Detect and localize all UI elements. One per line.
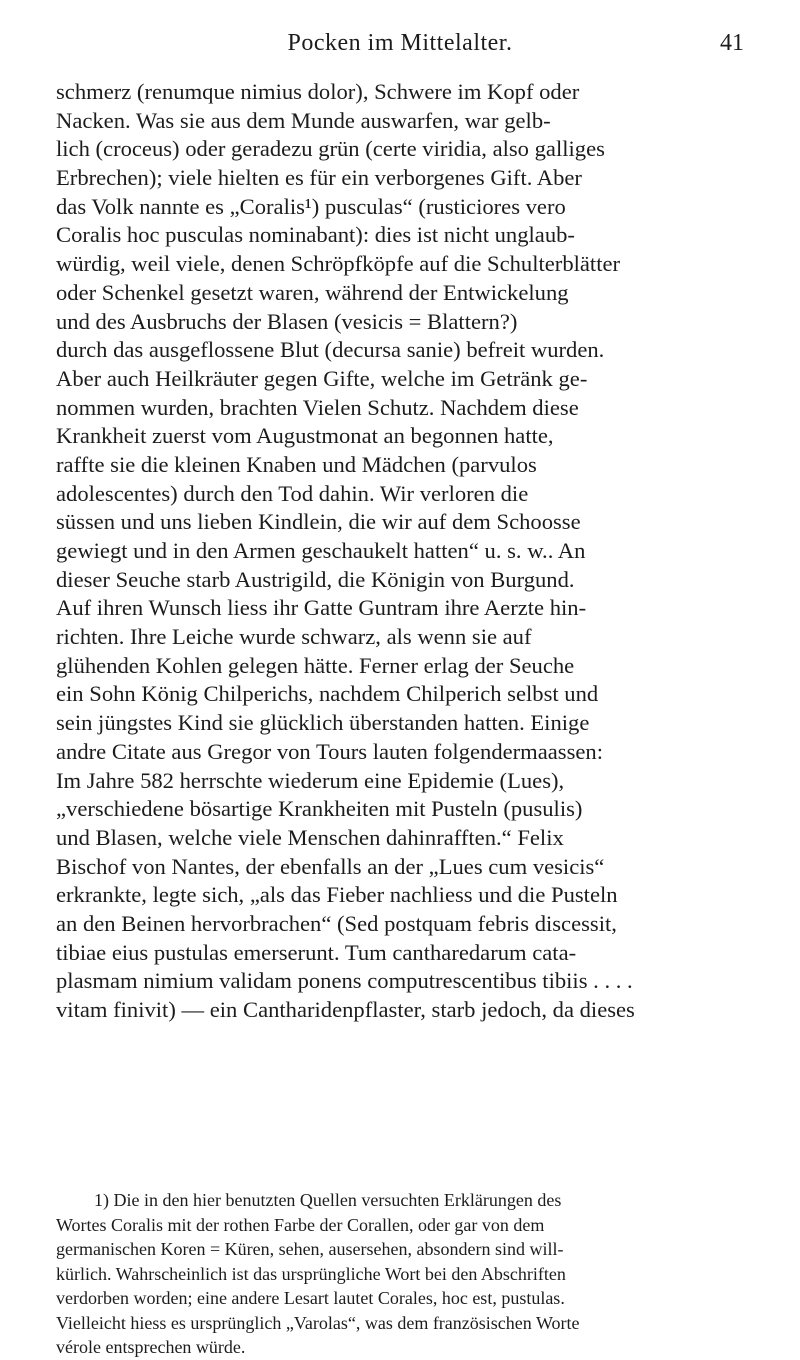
footnote-line: kürlich. Wahrscheinlich ist das ursprüngliche Wort bei den Abschriften	[56, 1263, 566, 1284]
text-line: dieser Seuche starb Austrigild, die Königin von Burgund.	[56, 566, 575, 592]
footnote-line: verdorben worden; eine andere Lesart lautet Corales, hoc est, pustulas.	[56, 1288, 565, 1308]
text-line: richten. Ihre Leiche wurde schwarz, als wenn sie auf	[56, 624, 532, 650]
text-line: Coralis hoc pusculas nominabant): dies ist nicht unglaub-	[56, 222, 575, 248]
text-line: ein Sohn König Chilperichs, nachdem Chilperich selbst und	[56, 681, 599, 707]
text-line: und des Ausbruchs der Blasen (vesicis = Blattern?)	[56, 308, 518, 334]
text-line: durch das ausgeflossene Blut (decursa sanie) befreit wurden.	[56, 337, 605, 363]
footnote-line: Vielleicht hiess es ursprünglich „Varolas“, was dem französischen Worte	[56, 1312, 580, 1333]
text-line: süssen und uns lieben Kindlein, die wir auf dem Schoosse	[56, 509, 581, 535]
text-line: Krankheit zuerst vom Augustmonat an begonnen hatte,	[56, 423, 554, 449]
text-line: schmerz (renumque nimius dolor), Schwere im Kopf oder	[56, 79, 580, 104]
text-line: Aber auch Heilkräuter gegen Gifte, welche im Getränk ge-	[56, 365, 588, 391]
text-line: Nacken. Was sie aus dem Munde auswarfen, war gelb-	[56, 107, 551, 133]
page-header	[56, 24, 744, 60]
text-line: andre Citate aus Gregor von Tours lauten folgendermaassen:	[56, 738, 603, 764]
text-line: lich (croceus) oder geradezu grün (certe viridia, also galliges	[56, 136, 605, 162]
text-line: nommen wurden, brachten Vielen Schutz. Nachdem diese	[56, 394, 579, 420]
footnote-line: germanischen Koren = Küren, sehen, ausersehen, absondern sind will-	[56, 1239, 564, 1259]
body-text	[56, 78, 744, 1025]
footnote	[56, 1188, 744, 1360]
footnote-line: 1) Die in den hier benutzten Quellen versuchten Erklärungen des	[94, 1190, 562, 1210]
text-line: erkrankte, legte sich, „als das Fieber nachliess und die Pusteln	[56, 882, 618, 908]
text-line: plasmam nimium validam ponens computrescentibus tibiis . . . .	[56, 968, 633, 994]
text-line: sein jüngstes Kind sie glücklich überstanden hatten. Einige	[56, 710, 590, 736]
text-line: an den Beinen hervorbrachen“ (Sed postquam febris discessit,	[56, 910, 617, 936]
text-line: vitam finivit) — ein Cantharidenpflaster, starb jedoch, da dieses	[56, 997, 635, 1022]
text-line: würdig, weil viele, denen Schröpfköpfe auf die Schulterblätter	[56, 251, 621, 277]
page-number: 41	[720, 30, 744, 56]
text-line: Erbrechen); viele hielten es für ein verborgenes Gift. Aber	[56, 165, 582, 191]
running-title: Pocken im Mittelalter.	[287, 30, 513, 56]
text-line: raffte sie die kleinen Knaben und Mädchen (parvulos	[56, 451, 537, 477]
text-line: und Blasen, welche viele Menschen dahinrafften.“ Felix	[56, 824, 564, 850]
text-line: Bischof von Nantes, der ebenfalls an der „Lues cum vesicis“	[56, 853, 605, 879]
footnote-line: Wortes Coralis mit der rothen Farbe der Corallen, oder gar von dem	[56, 1214, 545, 1235]
text-line: gewiegt und in den Armen geschaukelt hatten“ u. s. w.. An	[56, 538, 586, 563]
text-line: Im Jahre 582 herrschte wiederum eine Epidemie (Lues),	[56, 767, 565, 793]
text-line: glühenden Kohlen gelegen hätte. Ferner erlag der Seuche	[56, 652, 575, 678]
text-line: adolescentes) durch den Tod dahin. Wir verloren die	[56, 480, 529, 506]
text-line: tibiae eius pustulas emerserunt. Tum cantharedarum cata-	[56, 939, 577, 965]
text-line: „verschiedene bösartige Krankheiten mit Pusteln (pusulis)	[56, 796, 583, 822]
footnote-line: vérole entsprechen würde.	[56, 1337, 246, 1357]
text-line: das Volk nannte es „Coralis¹) pusculas“ (rusticiores vero	[56, 193, 566, 219]
text-line: Auf ihren Wunsch liess ihr Gatte Guntram ihre Aerzte hin-	[56, 595, 587, 621]
text-line: oder Schenkel gesetzt waren, während der Entwickelung	[56, 279, 569, 305]
